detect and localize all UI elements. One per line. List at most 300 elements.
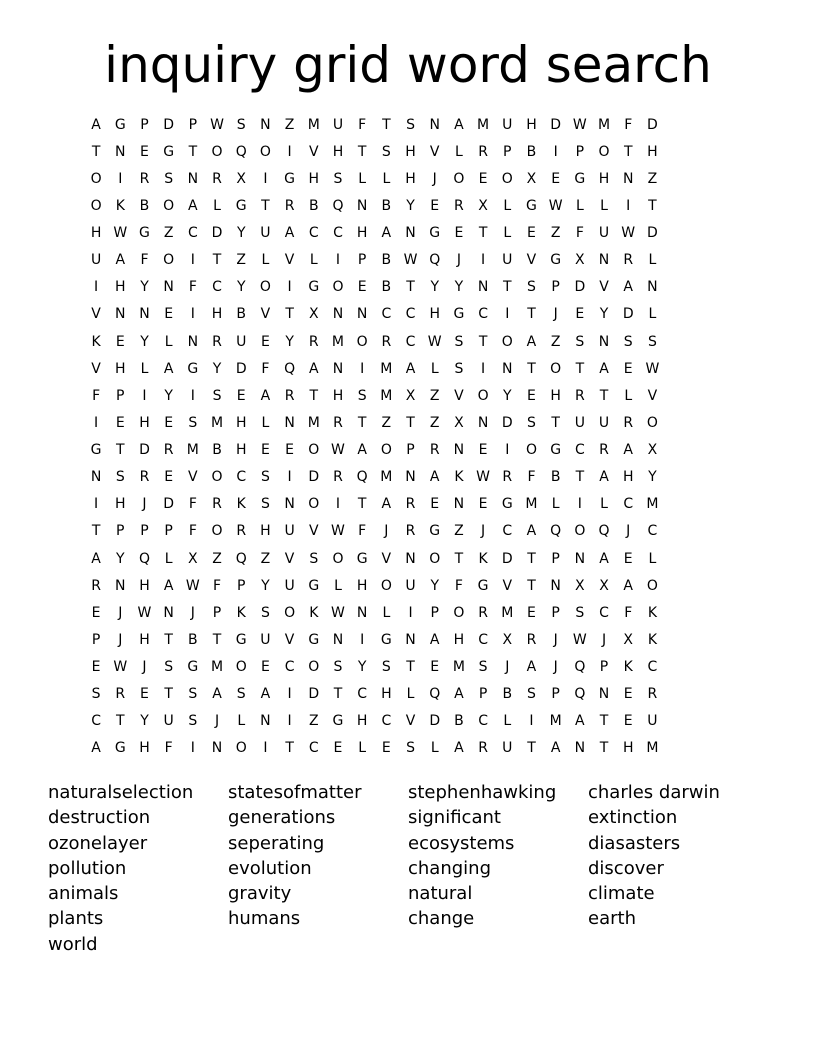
grid-letter: W (548, 197, 563, 214)
grid-letter: L (503, 197, 512, 214)
word-column (588, 780, 768, 957)
grid-letter: E (623, 686, 633, 703)
grid-letter: Z (308, 713, 319, 730)
grid-letter: T (599, 387, 609, 404)
grid-letter: A (91, 550, 101, 567)
grid-row (84, 545, 732, 572)
grid-letter: P (406, 442, 415, 459)
grid-letter: H (453, 631, 465, 648)
grid-letter: E (623, 550, 633, 567)
grid-letter: I (190, 252, 195, 269)
grid-letter: S (236, 116, 246, 133)
grid-letter: Q (356, 469, 368, 486)
grid-letter: P (478, 686, 488, 703)
grid-letter: Z (236, 252, 247, 269)
grid-letter: C (623, 496, 634, 513)
grid-letter: E (91, 659, 101, 676)
grid-letter: X (188, 550, 198, 567)
grid-letter: B (381, 279, 392, 296)
grid-letter: M (307, 116, 320, 133)
grid-letter: N (187, 333, 199, 350)
grid-letter: O (646, 414, 658, 431)
grid-letter: X (478, 197, 488, 214)
grid-letter: N (211, 740, 223, 757)
grid-letter: O (259, 279, 271, 296)
grid-letter: C (284, 659, 295, 676)
grid-letter: C (333, 225, 343, 242)
grid-letter: P (164, 523, 173, 540)
grid-row (84, 220, 732, 247)
grid-letter: A (599, 550, 609, 567)
grid-letter: B (212, 442, 222, 459)
grid-letter: I (287, 143, 292, 160)
grid-letter: A (623, 442, 633, 459)
grid-letter: S (647, 333, 657, 350)
grid-letter: H (211, 306, 223, 323)
grid-letter: Z (550, 225, 561, 242)
grid-row (84, 165, 732, 192)
grid-letter: P (551, 604, 560, 621)
grid-letter: J (553, 659, 558, 676)
grid-letter: W (113, 225, 128, 242)
grid-letter: I (263, 170, 268, 187)
grid-letter: J (214, 713, 220, 730)
grid-letter: A (623, 279, 633, 296)
grid-letter: Z (381, 414, 392, 431)
grid-letter: A (163, 360, 174, 377)
grid-letter: Z (454, 523, 464, 540)
grid-letter: Y (454, 279, 464, 296)
grid-letter: L (575, 197, 584, 214)
grid-letter: H (381, 686, 392, 703)
grid-row (84, 192, 732, 219)
grid-letter: S (164, 170, 174, 187)
grid-letter: M (646, 496, 659, 513)
grid-letter: S (260, 604, 270, 621)
grid-letter: K (478, 550, 488, 567)
grid-letter: D (211, 225, 223, 242)
grid-letter: A (212, 686, 222, 703)
grid-letter: L (600, 197, 608, 214)
grid-letter: L (382, 170, 391, 187)
grid-letter: N (598, 252, 610, 269)
grid-letter: P (430, 604, 439, 621)
grid-letter: F (575, 225, 584, 242)
grid-letter: S (115, 469, 125, 486)
grid-letter: R (333, 414, 343, 431)
grid-letter: Z (429, 387, 440, 404)
grid-letter: M (646, 740, 659, 757)
grid-letter: N (405, 631, 416, 648)
grid-letter: E (478, 442, 488, 459)
grid-letter: A (357, 442, 367, 459)
grid-letter: W (572, 631, 587, 648)
grid-letter: V (188, 469, 198, 486)
grid-letter: H (550, 387, 561, 404)
grid-letter: H (115, 279, 126, 296)
grid-letter: I (481, 360, 486, 377)
grid-letter: I (577, 496, 582, 513)
grid-letter: N (115, 143, 126, 160)
grid-letter: U (598, 414, 610, 431)
grid-letter: R (429, 442, 440, 459)
grid-letter: I (94, 496, 99, 513)
grid-letter: I (190, 387, 195, 404)
grid-letter: S (357, 387, 367, 404)
grid-letter: V (91, 360, 101, 377)
grid-letter: C (574, 442, 585, 459)
grid-letter: Y (140, 333, 149, 350)
word-column (228, 780, 408, 957)
word-list-item: animals (48, 883, 119, 905)
grid-letter: R (623, 252, 634, 269)
grid-letter: R (91, 577, 101, 594)
grid-letter: R (333, 469, 343, 486)
grid-letter: S (575, 333, 585, 350)
grid-letter: S (406, 740, 415, 757)
grid-letter: L (237, 713, 246, 730)
grid-letter: G (356, 550, 368, 567)
page-title: inquiry grid word search (104, 36, 712, 94)
grid-letter: L (648, 550, 657, 567)
grid-letter: C (478, 713, 488, 730)
grid-letter: M (525, 496, 538, 513)
grid-letter: F (188, 279, 197, 296)
grid-letter: S (527, 414, 536, 431)
grid-letter: N (332, 306, 344, 323)
grid-letter: J (118, 631, 123, 648)
grid-letter: R (623, 414, 634, 431)
grid-letter: S (381, 659, 391, 676)
grid-letter: C (187, 225, 198, 242)
grid-letter: T (357, 414, 367, 431)
grid-letter: G (187, 360, 199, 377)
grid-letter: N (622, 170, 634, 187)
grid-letter: N (90, 469, 102, 486)
grid-letter: T (357, 143, 367, 160)
grid-letter: R (574, 387, 585, 404)
grid-letter: G (163, 143, 175, 160)
grid-letter: S (188, 713, 198, 730)
grid-letter: T (648, 197, 657, 214)
grid-letter: O (308, 496, 320, 513)
grid-letter: Z (163, 225, 174, 242)
grid-letter: C (236, 469, 247, 486)
grid-letter: H (115, 360, 126, 377)
grid-letter: Y (164, 387, 173, 404)
grid-letter: P (551, 279, 560, 296)
grid-letter: S (478, 659, 488, 676)
grid-letter: K (236, 496, 246, 513)
grid-letter: R (599, 442, 609, 459)
grid-letter: I (408, 604, 413, 621)
grid-letter: I (553, 143, 558, 160)
grid-letter: I (505, 306, 510, 323)
grid-letter: M (186, 442, 199, 459)
grid-letter: U (405, 577, 416, 594)
word-list-item: evolution (228, 857, 312, 879)
grid-letter: O (235, 659, 247, 676)
grid-letter: P (575, 143, 585, 160)
grid-letter: O (429, 550, 441, 567)
grid-letter: S (236, 686, 246, 703)
grid-letter: T (261, 197, 270, 214)
grid-letter: U (598, 225, 610, 242)
grid-letter: H (332, 143, 344, 160)
grid-letter: A (405, 360, 416, 377)
grid-row (84, 491, 732, 518)
word-list-item: change (408, 908, 475, 930)
grid-row (84, 138, 732, 165)
grid-letter: T (406, 659, 415, 676)
grid-letter: E (623, 360, 633, 377)
grid-letter: Z (429, 414, 440, 431)
grid-letter: S (454, 333, 464, 350)
grid-letter: I (505, 442, 510, 459)
grid-letter: U (284, 523, 295, 540)
grid-letter: N (356, 197, 368, 214)
grid-letter: L (430, 360, 439, 377)
grid-letter: A (599, 469, 609, 486)
grid-letter: N (574, 550, 586, 567)
grid-letter: R (212, 170, 222, 187)
grid-letter: G (429, 523, 441, 540)
grid-letter: E (115, 333, 125, 350)
grid-letter: O (332, 550, 344, 567)
grid-letter: W (331, 604, 345, 621)
grid-letter: N (187, 170, 199, 187)
grid-letter: I (626, 197, 631, 214)
grid-letter: X (647, 442, 658, 459)
grid-letter: M (210, 659, 224, 676)
grid-letter: R (526, 631, 537, 648)
grid-letter: N (598, 686, 610, 703)
grid-letter: T (527, 577, 536, 594)
grid-letter: S (309, 550, 319, 567)
grid-letter: T (599, 713, 609, 730)
grid-letter: S (188, 414, 198, 431)
grid-letter: C (599, 604, 609, 621)
grid-letter: R (478, 740, 488, 757)
grid-letter: L (309, 252, 318, 269)
word-list-item: humans (228, 908, 301, 930)
grid-letter: I (263, 740, 268, 757)
grid-letter: M (501, 604, 514, 621)
grid-letter: H (405, 170, 416, 187)
grid-letter: H (115, 496, 126, 513)
grid-row (84, 681, 732, 708)
grid-letter: W (113, 659, 128, 676)
grid-letter: K (115, 197, 125, 214)
grid-letter: N (260, 116, 271, 133)
grid-letter: N (453, 442, 465, 459)
grid-letter: F (188, 496, 197, 513)
grid-letter: L (406, 686, 415, 703)
grid-letter: V (91, 306, 101, 323)
grid-letter: G (308, 577, 320, 594)
grid-letter: B (188, 631, 198, 648)
grid-letter: L (455, 143, 463, 160)
grid-letter: X (526, 170, 537, 187)
grid-letter: T (527, 740, 536, 757)
grid-letter: S (333, 170, 343, 187)
grid-letter: G (235, 631, 247, 648)
grid-letter: S (212, 387, 222, 404)
grid-letter: Q (429, 686, 441, 703)
grid-letter: Y (140, 279, 149, 296)
grid-letter: E (236, 387, 246, 404)
grid-letter: P (599, 659, 609, 676)
grid-letter: L (164, 333, 173, 350)
grid-letter: Q (284, 360, 296, 377)
grid-letter: R (284, 197, 295, 214)
grid-letter: W (185, 577, 200, 594)
grid-letter: P (357, 252, 367, 269)
grid-letter: T (478, 333, 488, 350)
grid-letter: H (308, 170, 320, 187)
grid-letter: R (502, 469, 513, 486)
grid-letter: H (235, 414, 247, 431)
grid-letter: A (454, 740, 464, 757)
grid-row (84, 464, 732, 491)
word-list-item: destruction (48, 807, 151, 829)
grid-letter: T (454, 550, 464, 567)
grid-letter: W (476, 469, 491, 486)
grid-letter: R (139, 170, 150, 187)
grid-letter: O (90, 197, 102, 214)
grid-letter: G (550, 442, 562, 459)
grid-letter: B (236, 306, 247, 323)
grid-letter: H (598, 170, 610, 187)
grid-letter: Q (574, 686, 586, 703)
word-list-item: generations (228, 807, 336, 829)
grid-letter: E (381, 740, 391, 757)
grid-letter: L (600, 496, 608, 513)
grid-letter: Q (598, 523, 610, 540)
grid-letter: M (597, 116, 611, 133)
grid-letter: E (430, 197, 440, 214)
grid-letter: K (647, 604, 657, 621)
grid-letter: D (235, 360, 247, 377)
grid-letter: D (163, 496, 175, 513)
grid-letter: O (90, 170, 102, 187)
grid-letter: I (529, 713, 534, 730)
word-list-item: changing (408, 857, 492, 879)
grid-letter: I (118, 170, 123, 187)
grid-letter: S (91, 686, 101, 703)
grid-letter: S (575, 604, 585, 621)
grid-letter: Y (406, 197, 415, 214)
grid-letter: P (91, 631, 101, 648)
grid-letter: I (360, 360, 365, 377)
grid-letter: L (358, 740, 367, 757)
grid-letter: P (236, 577, 246, 594)
grid-letter: F (261, 360, 270, 377)
grid-letter: D (647, 116, 658, 133)
grid-letter: A (115, 252, 126, 269)
grid-letter: L (140, 360, 149, 377)
grid-letter: T (333, 686, 343, 703)
grid-letter: U (260, 225, 271, 242)
grid-letter: X (454, 414, 464, 431)
grid-letter: A (260, 387, 271, 404)
grid-letter: S (527, 279, 536, 296)
grid-letter: T (285, 740, 294, 757)
grid-letter: N (284, 496, 295, 513)
word-list-item: world (48, 933, 98, 955)
grid-row (84, 437, 732, 464)
grid-letter: O (163, 252, 175, 269)
grid-letter: E (527, 604, 536, 621)
grid-letter: Z (260, 550, 271, 567)
grid-letter: S (260, 496, 270, 513)
grid-letter: J (456, 252, 461, 269)
grid-letter: T (527, 360, 536, 377)
grid-letter: Q (332, 197, 344, 214)
grid-letter: Q (550, 523, 562, 540)
grid-letter: L (430, 740, 439, 757)
grid-letter: H (356, 225, 368, 242)
grid-letter: M (452, 659, 465, 676)
word-list-item: gravity (228, 883, 292, 905)
grid-letter: R (478, 143, 488, 160)
grid-letter: N (356, 604, 368, 621)
grid-letter: K (623, 659, 633, 676)
grid-letter: B (381, 197, 392, 214)
grid-letter: T (575, 360, 585, 377)
grid-letter: N (574, 740, 586, 757)
grid-letter: Y (503, 387, 512, 404)
grid-letter: H (647, 143, 658, 160)
grid-letter: U (502, 740, 513, 757)
grid-letter: E (333, 740, 343, 757)
grid-letter: S (260, 469, 270, 486)
grid-letter: C (308, 740, 319, 757)
grid-letter: Y (599, 306, 609, 323)
grid-letter: P (551, 550, 560, 567)
grid-letter: V (454, 387, 464, 404)
grid-letter: N (115, 306, 126, 323)
grid-letter: R (454, 197, 464, 214)
grid-letter: D (308, 686, 320, 703)
grid-letter: H (332, 387, 344, 404)
grid-letter: O (356, 333, 368, 350)
grid-letter: B (502, 686, 513, 703)
grid-letter: C (502, 523, 513, 540)
grid-letter: E (164, 414, 174, 431)
grid-letter: T (91, 523, 101, 540)
grid-letter: I (481, 252, 486, 269)
grid-letter: W (331, 523, 345, 540)
grid-letter: A (429, 631, 440, 648)
grid-letter: O (477, 387, 489, 404)
grid-letter: T (91, 143, 101, 160)
grid-letter: O (550, 360, 562, 377)
word-column (48, 780, 228, 957)
word-column (408, 780, 588, 957)
grid-letter: W (210, 116, 224, 133)
grid-letter: X (575, 252, 585, 269)
grid-letter: A (575, 713, 585, 730)
grid-letter: S (406, 116, 415, 133)
grid-letter: N (405, 225, 416, 242)
grid-row (84, 111, 732, 138)
grid-letter: M (380, 360, 393, 377)
word-list-item: diasasters (588, 832, 681, 854)
grid-letter: O (332, 279, 344, 296)
grid-row (84, 735, 732, 762)
grid-letter: H (139, 631, 150, 648)
